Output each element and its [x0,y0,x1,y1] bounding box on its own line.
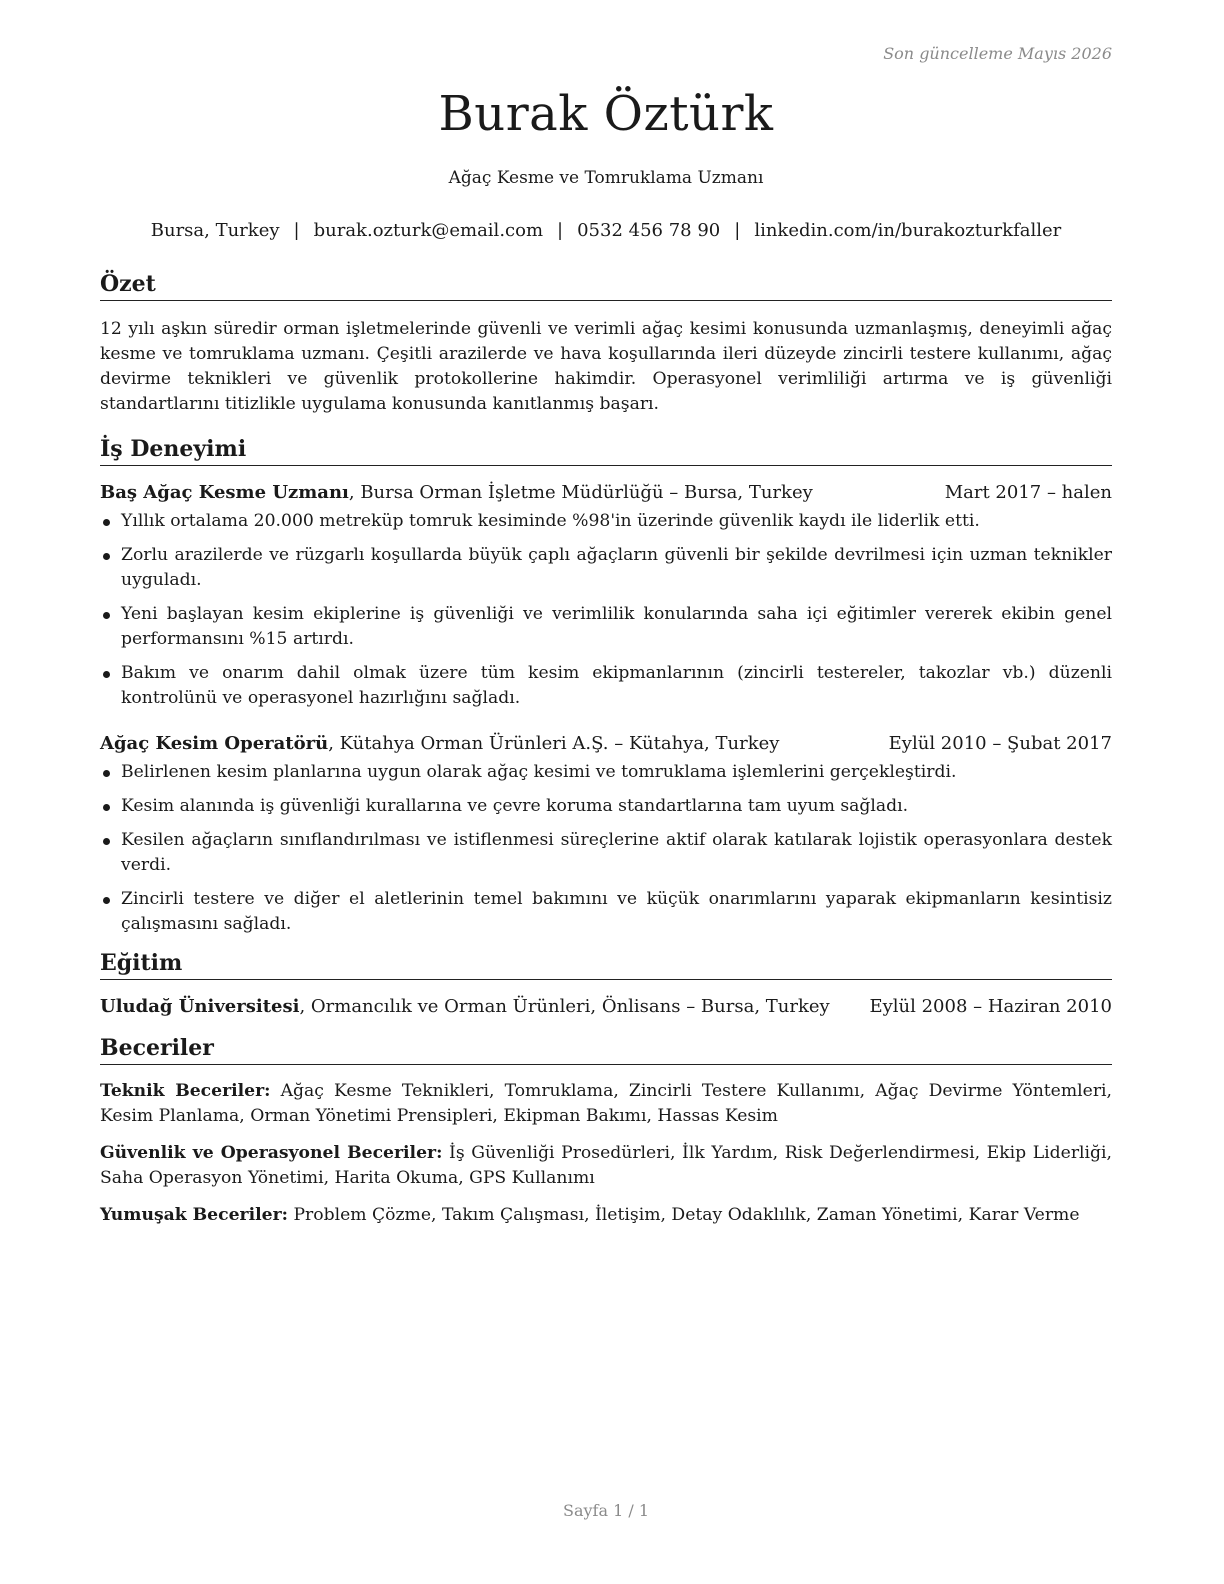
last-updated: Son güncelleme Mayıs 2026 [883,44,1112,63]
contact-separator: | [734,220,741,241]
job-bullet: Belirlenen kesim planlarına uygun olarak ağaç kesimi ve tomruklama işlemlerini gerçekleştirdi. [100,760,1112,785]
education-school: Uludağ Üniversitesi [100,996,300,1017]
education-details: , Ormancılık ve Orman Ürünleri, Önlisans – Bursa, Turkey [299,996,830,1017]
skill-group [100,1079,1112,1129]
candidate-name: Burak Öztürk [438,86,774,142]
job-bullets [100,760,1112,937]
experience-section [100,435,1112,937]
job-dates: Eylül 2010 – Şubat 2017 [888,733,1112,754]
job-entry [100,731,1112,937]
candidate-role: Ağaç Kesme ve Tomruklama Uzmanı [448,168,764,188]
education-section [100,949,1112,1020]
summary-section [100,270,1112,417]
job-bullet: Yeni başlayan kesim ekiplerine iş güvenliği ve verimlilik konularında saha içi eğitimler vererek ekibin genel performansını %15 artırdı. [100,602,1112,652]
skill-group-label: Teknik Beceriler: [100,1081,271,1101]
contact-location: Bursa, Turkey [150,220,280,241]
contact-separator: | [293,220,300,241]
job-bullets [100,509,1112,711]
skill-group-items: Ağaç Kesme Teknikleri, Tomruklama, Zincirli Testere Kullanımı, Ağaç Devirme Yöntemleri, Kesim Planlama, Orman Yönetimi Prensipleri, Ekipman Bakımı, Hassas Kesim [100,1081,1113,1126]
job-bullet: Zincirli testere ve diğer el aletlerinin temel bakımını ve küçük onarımlarını yaparak ekipmanların kesintisiz çalışmasını sağladı. [100,887,1112,937]
skill-group-label: Güvenlik ve Operasyonel Beceriler: [100,1143,443,1163]
summary-text: 12 yılı aşkın süredir orman işletmelerinde güvenli ve verimli ağaç kesimi konusunda uzmanlaşmış, deneyimli ağaç kesme ve tomruklama uzmanı. Çeşitli arazilerde ve hava koşullarında ileri düzeyde zincirli testere kullanımı, ağaç devirme teknikleri ve güvenlik protokollerine hakimdir. Operasyonel verimliliği artırma ve iş güvenliği standartlarını titizlikle uygulama konusunda kanıtlanmış başarı. [100,319,1112,414]
job-bullet: Kesilen ağaçların sınıflandırılması ve istiflenmesi süreçlerine aktif olarak katılarak lojistik operasyonlara destek verdi. [100,828,1112,878]
job-dates: Mart 2017 – halen [944,482,1112,503]
section-title-education: Eğitim [100,949,1112,980]
job-company: , Kütahya Orman Ürünleri A.Ş. – Kütahya, Turkey [328,733,780,754]
job-bullet: Kesim alanında iş güvenliği kurallarına ve çevre koruma standartlarına tam uyum sağladı. [100,794,1112,819]
job-position: Baş Ağaç Kesme Uzmanı [100,482,349,503]
education-dates: Eylül 2008 – Haziran 2010 [869,996,1112,1017]
section-title-experience: İş Deneyimi [100,435,1112,466]
job-entry [100,480,1112,711]
section-title-skills: Beceriler [100,1034,1112,1065]
skills-section [100,1034,1112,1228]
contact-email[interactable]: burak.ozturk@email.com [313,220,544,241]
contact-linkedin[interactable]: linkedin.com/in/burakozturkfaller [754,220,1062,241]
section-title-summary: Özet [100,270,1112,301]
job-bullet: Yıllık ortalama 20.000 metreküp tomruk kesiminde %98'in üzerinde güvenlik kaydı ile liderlik etti. [100,509,1112,534]
skill-group-label: Yumuşak Beceriler: [100,1205,288,1225]
job-header [100,731,1112,757]
contact-line [100,220,1112,241]
education-entry [100,994,1112,1020]
job-bullet: Bakım ve onarım dahil olmak üzere tüm kesim ekipmanlarının (zincirli testereler, takozlar vb.) düzenli kontrolünü ve operasyonel hazırlığını sağladı. [100,661,1112,711]
contact-phone[interactable]: 0532 456 78 90 [577,220,721,241]
skill-group [100,1203,1112,1228]
page-number: Sayfa 1 / 1 [562,1501,649,1520]
resume-content [100,270,1112,1240]
contact-separator: | [557,220,564,241]
skill-group-items: Problem Çözme, Takım Çalışması, İletişim, Detay Odaklılık, Zaman Yönetimi, Karar Verme [287,1205,1080,1225]
job-company: , Bursa Orman İşletme Müdürlüğü – Bursa, Turkey [348,482,813,503]
skill-group-items: İş Güvenliği Prosedürleri, İlk Yardım, Risk Değerlendirmesi, Ekip Liderliği, Saha Operasyon Yönetimi, Harita Okuma, GPS Kullanımı [100,1143,1113,1188]
job-position: Ağaç Kesim Operatörü [100,733,329,754]
job-bullet: Zorlu arazilerde ve rüzgarlı koşullarda büyük çaplı ağaçların güvenli bir şekilde devrilmesi için uzman teknikler uyguladı. [100,543,1112,593]
job-header [100,480,1112,506]
skill-group [100,1141,1112,1191]
